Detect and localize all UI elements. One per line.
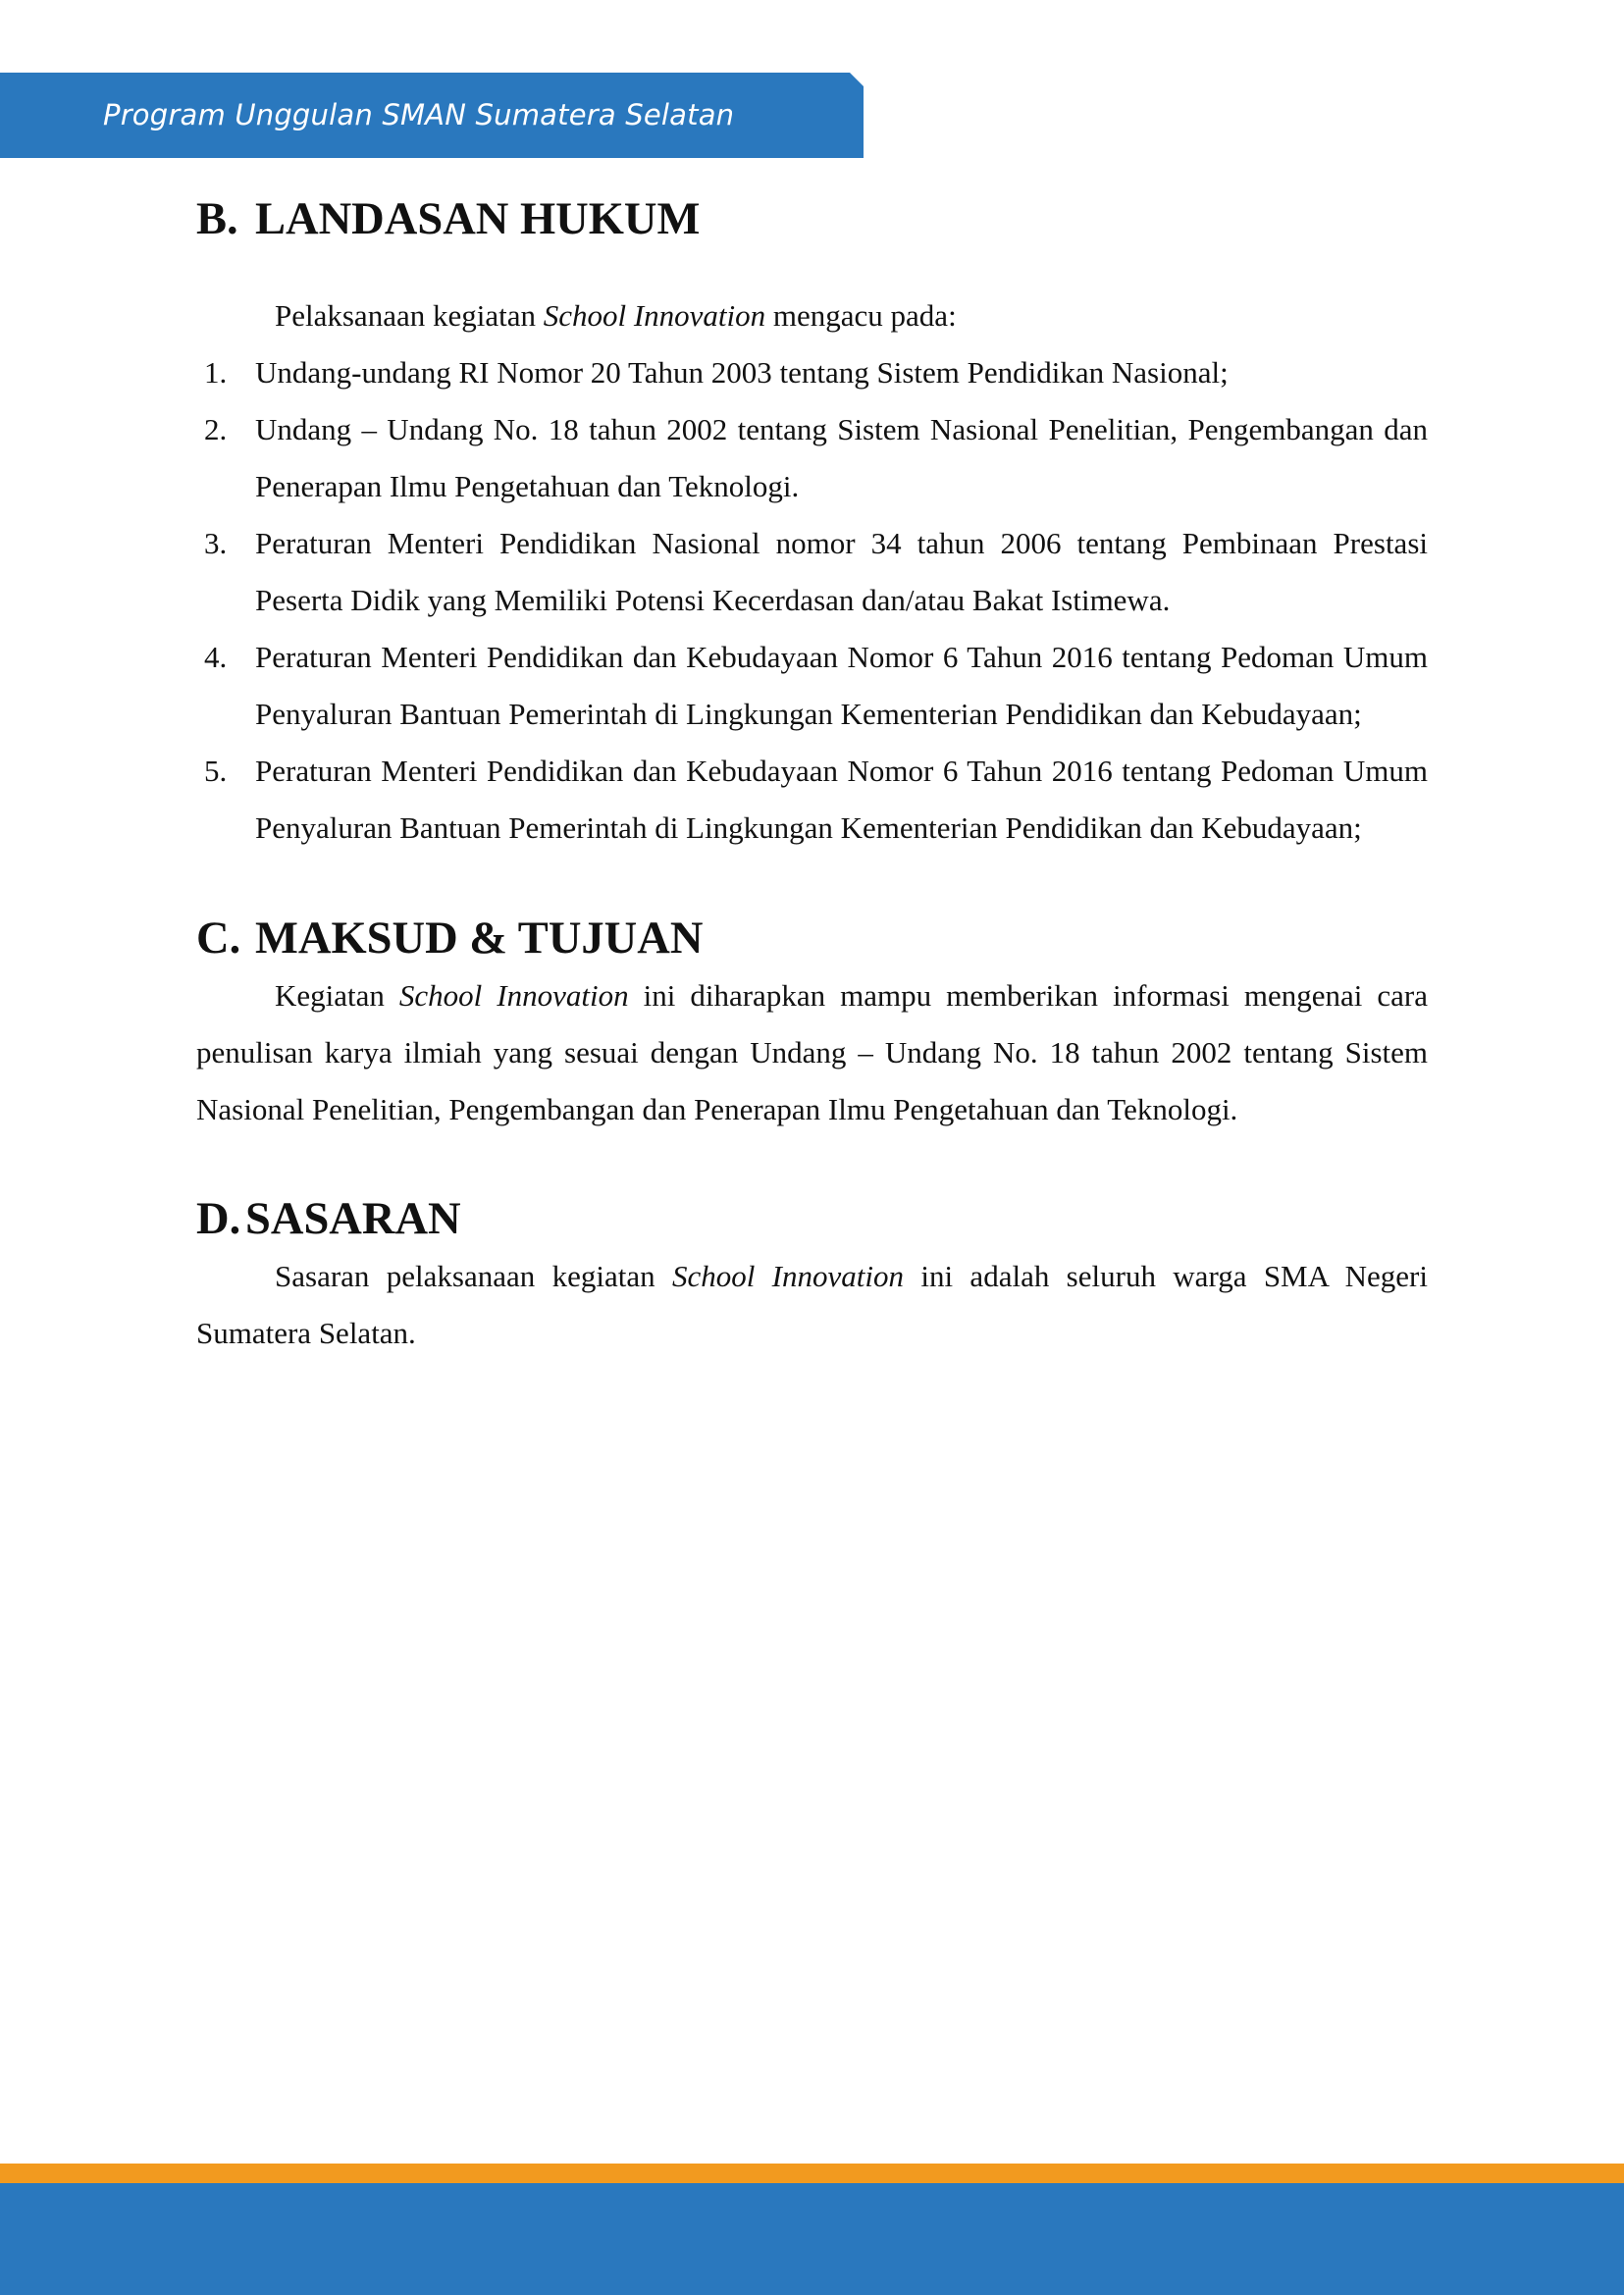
- section-maksud-tujuan: [196, 911, 1428, 1138]
- legal-basis-list: [196, 344, 1428, 857]
- section-heading-d: [196, 1191, 1428, 1248]
- program-name: School Innovation: [398, 978, 629, 1013]
- section-letter: B.: [196, 194, 238, 244]
- header-title: Program Unggulan SMAN Sumatera Selatan: [103, 98, 735, 131]
- list-text: Peraturan Menteri Pendidikan dan Kebudayaan Nomor 6 Tahun 2016 tentang Pedoman Umum Penyaluran Bantuan Pemerintah di Lingkungan Kementerian Pendidikan dan Kebudayaan;: [255, 640, 1428, 731]
- list-number: 5.: [204, 754, 228, 788]
- section-heading-b: [196, 191, 1428, 248]
- section-letter: C.: [196, 913, 241, 964]
- list-number: 1.: [204, 355, 228, 390]
- section-title: SASARAN: [245, 1194, 461, 1244]
- program-name: School Innovation: [543, 298, 766, 333]
- list-number: 3.: [204, 526, 228, 560]
- program-name: School Innovation: [671, 1259, 904, 1293]
- list-item: [196, 401, 1428, 515]
- list-item: [196, 629, 1428, 743]
- target-paragraph: Sasaran pelaksanaan kegiatan School Innovation ini adalah seluruh warga SMA Negeri Sumatera Selatan.: [196, 1259, 1428, 1350]
- list-text: Peraturan Menteri Pendidikan Nasional nomor 34 tahun 2006 tentang Pembinaan Prestasi Peserta Didik yang Memiliki Potensi Kecerdasan dan/atau Bakat Istimewa.: [255, 526, 1428, 617]
- list-number: 2.: [204, 412, 228, 446]
- section-heading-c: [196, 911, 1428, 967]
- section-title: LANDASAN HUKUM: [255, 194, 701, 244]
- spacer: [196, 1138, 1428, 1191]
- intro-paragraph: Pelaksanaan kegiatan School Innovation mengacu pada:: [275, 298, 957, 333]
- footer-orange-stripe: [0, 2164, 1624, 2183]
- list-text: Undang-undang RI Nomor 20 Tahun 2003 tentang Sistem Pendidikan Nasional;: [255, 355, 1229, 390]
- section-title: MAKSUD & TUJUAN: [255, 913, 704, 964]
- list-item: [196, 344, 1428, 401]
- list-number: 4.: [204, 640, 228, 674]
- list-item: [196, 515, 1428, 629]
- section-sasaran: [196, 1191, 1428, 1362]
- document-body: [196, 191, 1428, 1362]
- spacer: [196, 857, 1428, 911]
- section-letter: D.: [196, 1194, 241, 1244]
- footer-blue-band: [0, 2183, 1624, 2295]
- section-landasan-hukum: [196, 191, 1428, 857]
- list-text: Undang – Undang No. 18 tahun 2002 tentang Sistem Nasional Penelitian, Pengembangan dan Penerapan Ilmu Pengetahuan dan Teknologi.: [255, 412, 1428, 503]
- list-item: [196, 743, 1428, 857]
- list-text: Peraturan Menteri Pendidikan dan Kebudayaan Nomor 6 Tahun 2016 tentang Pedoman Umum Penyaluran Bantuan Pemerintah di Lingkungan Kementerian Pendidikan dan Kebudayaan;: [255, 754, 1428, 845]
- purpose-paragraph: Kegiatan School Innovation ini diharapkan mampu memberikan informasi mengenai cara penulisan karya ilmiah yang sesuai dengan Undang – Undang No. 18 tahun 2002 tentang Sistem Nasional Penelitian, Pengembangan dan Penerapan Ilmu Pengetahuan dan Teknologi.: [196, 978, 1428, 1126]
